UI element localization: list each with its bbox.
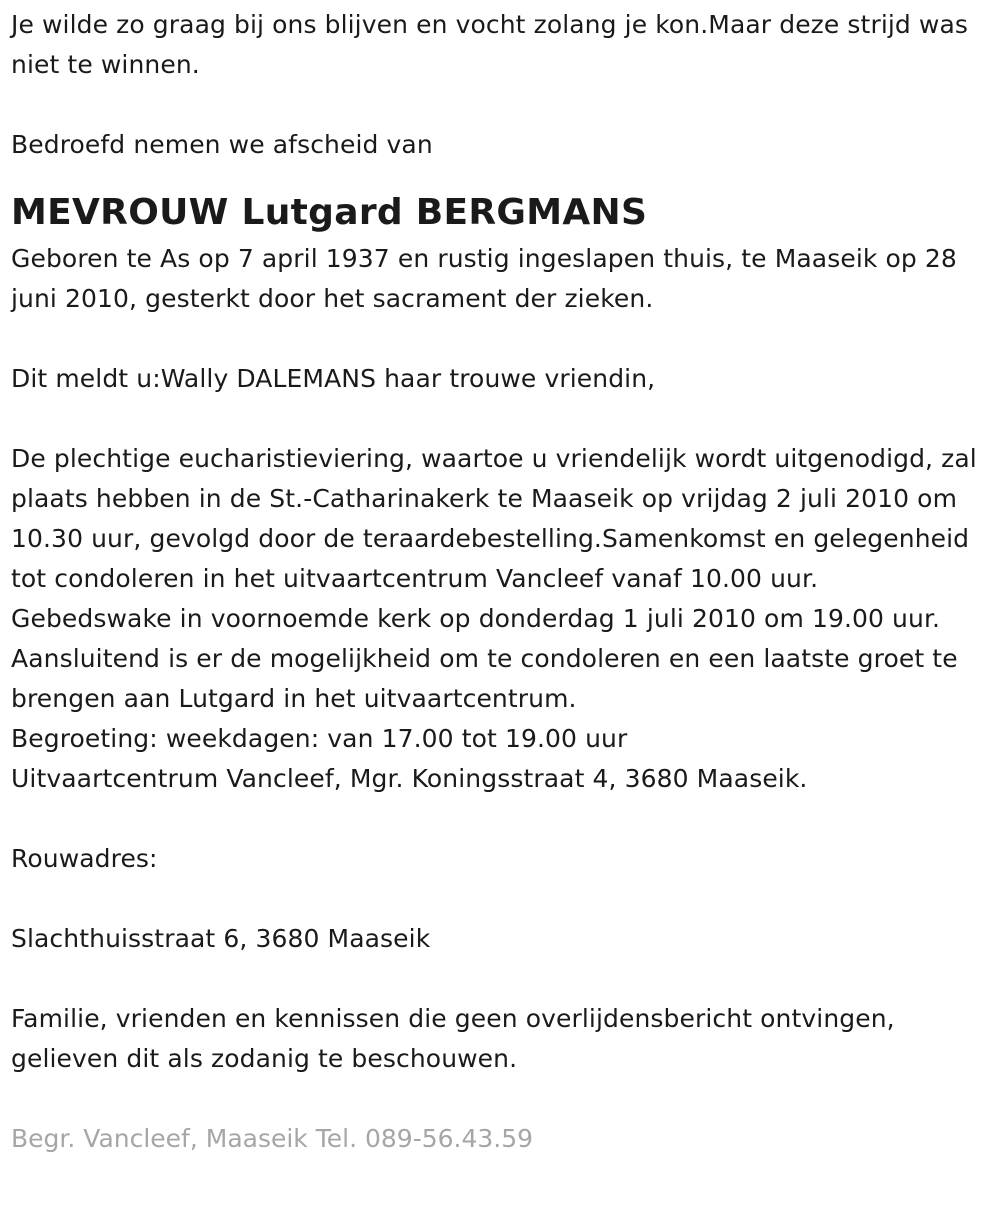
spacer [11,399,991,439]
spacer [11,799,991,839]
spacer [11,319,991,359]
announcer-text: Dit meldt u:Wally DALEMANS haar trouwe vriendin, [11,364,656,393]
condolence-text: Aansluitend is er de mogelijkheid om te condoleren en een laatste groet te brengen aan Lutgard in het uitvaartcentrum. [11,644,958,713]
mourning-address-label: Rouwadres: [11,844,158,873]
ceremony-text: De plechtige eucharistieviering, waartoe u vriendelijk wordt uitgenodigd, zal plaats hebben in de St.-Catharinakerk te Maaseik op vrijdag 2 juli 2010 om 10.30 uur, gevolgd door de teraardebestelling.Samenkomst en gelegenheid tot condoleren in het uitvaartcentrum Vancleef vanaf 10.00 uur. [11,444,977,593]
funeral-director-footer: Begr. Vancleef, Maaseik Tel. 089-56.43.59 [11,1124,534,1153]
visiting-hours-text: Begroeting: weekdagen: van 17.00 tot 19.00 uur [11,724,628,753]
funeral-home-address: Uitvaartcentrum Vancleef, Mgr. Koningsstraat 4, 3680 Maaseik. [11,764,808,793]
mourning-address: Slachthuisstraat 6, 3680 Maaseik [11,924,431,953]
obituary-document [11,5,991,1159]
spacer [11,879,991,919]
farewell-text: Bedroefd nemen we afscheid van [11,130,433,159]
birth-death-text: Geboren te As op 7 april 1937 en rustig ingeslapen thuis, te Maaseik op 28 juni 2010, gesterkt door het sacrament der zieken. [11,244,957,313]
notice-text: Familie, vrienden en kennissen die geen overlijdensbericht ontvingen, gelieven dit als zodanig te beschouwen. [11,1004,895,1073]
spacer [11,959,991,999]
spacer [11,1079,991,1119]
deceased-name-title: MEVROUW Lutgard BERGMANS [11,192,648,233]
vigil-text: Gebedswake in voornoemde kerk op donderdag 1 juli 2010 om 19.00 uur. [11,604,941,633]
intro-text: Je wilde zo graag bij ons blijven en vocht zolang je kon.Maar deze strijd was niet te winnen. [11,10,969,79]
spacer [11,85,991,125]
